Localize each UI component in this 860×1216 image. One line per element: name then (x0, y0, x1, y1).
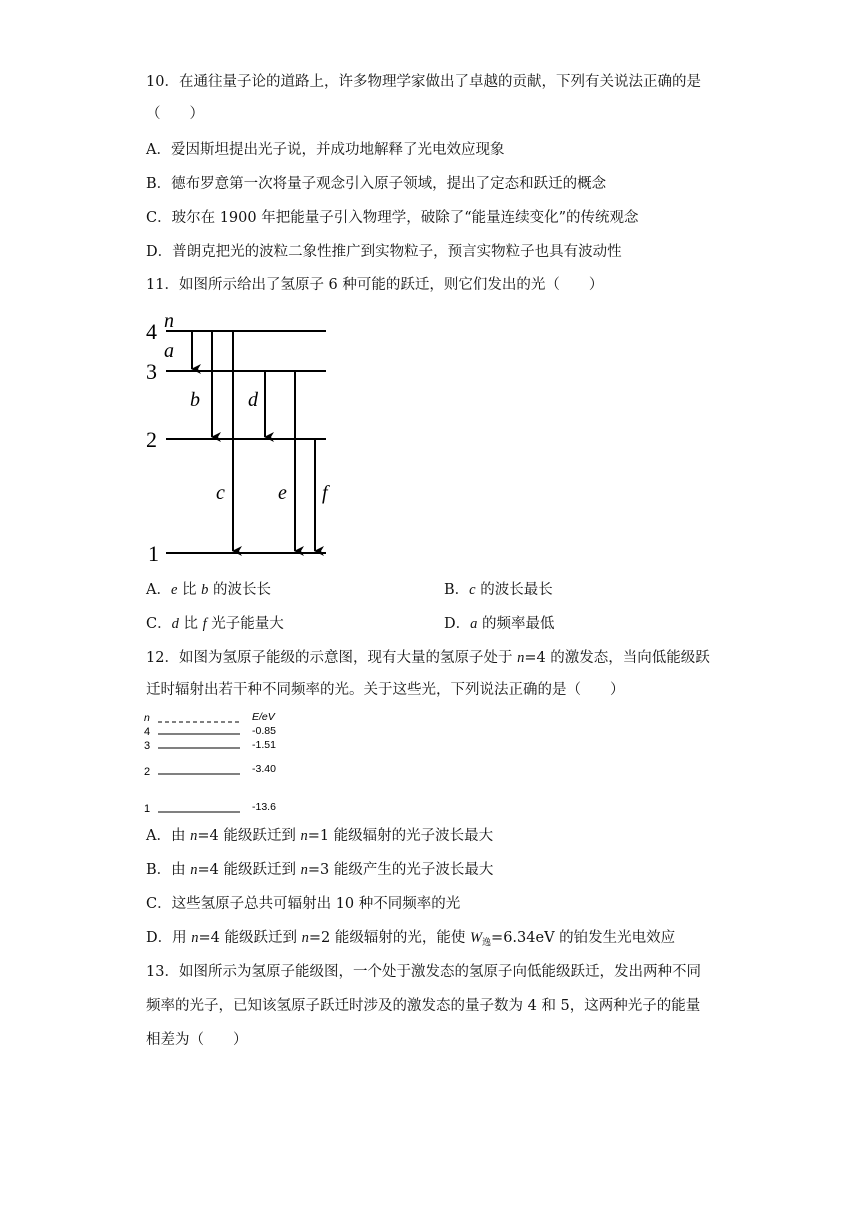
q12-level-E-4: -0.85 (252, 725, 276, 737)
q11-transition-a-label: a (164, 340, 174, 362)
q12-stem-line2: 迁时辐射出若干种不同频率的光。关于这些光，下列说法正确的是（ ） (146, 682, 625, 698)
q12-stem-line1: 12．如图为氢原子能级的示意图，现有大量的氢原子处于 n=4 的激发态，当向低能级跃 (146, 650, 710, 666)
q12-energy-level-diagram (140, 708, 300, 818)
q10-option-d: D．普朗克把光的波粒二象性推广到实物粒子，预言实物粒子也具有波动性 (146, 244, 622, 260)
q11-option-c: C．d 比 f 光子能量大 (146, 616, 284, 632)
q12-option-b: B．由 n=4 能级跃迁到 n=3 能级产生的光子波长最大 (146, 862, 494, 878)
q11-level-label-4: 4 (146, 319, 157, 344)
q10-option-b: B．德布罗意第一次将量子观念引入原子领域，提出了定态和跃迁的概念 (146, 176, 607, 192)
q13-stem-line3: 相差为（ ） (146, 1032, 248, 1048)
q12-level-E-2: -3.40 (252, 763, 276, 775)
q11-transition-f-label: f (322, 482, 328, 504)
q11-transition-d-label: d (248, 389, 258, 411)
q12-option-d: D．用 n=4 能级跃迁到 n=2 能级辐射的光，能使 $W_逸=6.34eV$ 的铂发生光电效应 (146, 930, 676, 948)
q11-level-label-3: 3 (146, 359, 157, 384)
q11-level-label-2: 2 (146, 427, 157, 452)
q12-level-n-1: 1 (144, 803, 151, 815)
q12-option-c: C．这些氢原子总共可辐射出 10 种不同频率的光 (146, 896, 461, 912)
q12-n-label: n (144, 712, 150, 724)
q12-level-n-2: 2 (144, 766, 151, 778)
q11-option-b: B．c 的波长最长 (444, 582, 553, 598)
q10-option-c: C．玻尔在 1900 年把能量子引入物理学，破除了“能量连续变化”的传统观念 (146, 210, 639, 226)
q10-stem-bracket: （ ） (146, 106, 204, 122)
q12-option-a: A．由 n=4 能级跃迁到 n=1 能级辐射的光子波长最大 (146, 828, 494, 844)
q11-stem: 11．如图所示给出了氢原子 6 种可能的跃迁，则它们发出的光（ ） (146, 277, 604, 293)
q11-transition-c-label: c (216, 482, 225, 504)
q11-option-a: A．e 比 b 的波长长 (146, 582, 271, 598)
q12-level-E-3: -1.51 (252, 739, 276, 751)
q11-transition-e-label: e (278, 482, 287, 504)
q11-energy-level-diagram (140, 305, 340, 565)
q11-n-label: n (164, 310, 174, 332)
q10-stem: 10．在通往量子论的道路上，许多物理学家做出了卓越的贡献，下列有关说法正确的是 (146, 74, 701, 90)
q12-level-n-4: 4 (144, 726, 151, 738)
q12-level-E-1: -13.6 (252, 801, 276, 813)
q12-unit-label: E/eV (252, 711, 275, 723)
q11-transition-b-label: b (190, 389, 200, 411)
q11-option-d: D．a 的频率最低 (444, 616, 555, 632)
q12-level-n-3: 3 (144, 740, 151, 752)
q10-option-a: A．爱因斯坦提出光子说，并成功地解释了光电效应现象 (146, 142, 505, 158)
q13-stem-line2: 频率的光子，已知该氢原子跃迁时涉及的激发态的量子数为 4 和 5，这两种光子的能量 (146, 998, 701, 1014)
q11-level-label-1: 1 (148, 541, 159, 565)
q13-stem-line1: 13．如图所示为氢原子能级图，一个处于激发态的氢原子向低能级跃迁，发出两种不同 (146, 964, 701, 980)
